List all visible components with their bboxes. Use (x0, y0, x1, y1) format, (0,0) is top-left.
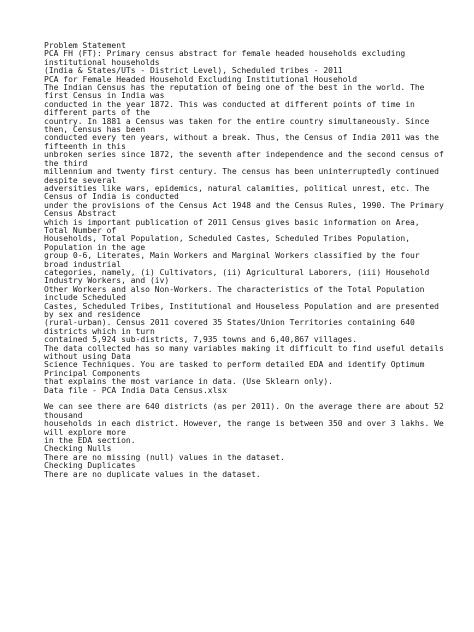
body-section (44, 84, 466, 395)
analysis-line: households in each district. However, the range is between 350 and over 3 lakhs. We (44, 419, 444, 429)
body-line: include Scheduled (44, 293, 126, 303)
body-line: Other Workers and also Non-Workers. The characteristics of the Total Population (44, 284, 425, 294)
body-line: then, Census has been (44, 125, 146, 135)
body-line: (rural-urban). Census 2011 covered 35 States/Union Territories containing 640 (44, 318, 415, 328)
body-line: conducted in the year 1872. This was conducted at different points of time in (44, 99, 415, 109)
body-line: categories, namely, (i) Cultivators, (ii) Agricultural Laborers, (iii) Household (44, 267, 430, 277)
body-line: despite several (44, 175, 117, 185)
body-line: Total Number of (44, 225, 117, 235)
body-line: Households, Total Population, Scheduled Castes, Scheduled Tribes Population, (44, 234, 411, 244)
body-line: that explains the most variance in data. (Use Sklearn only). (44, 377, 333, 387)
body-line: The Indian Census has the reputation of being one of the best in the world. The (44, 83, 425, 93)
analysis-section (44, 403, 466, 445)
body-line: first Census in India was (44, 91, 165, 101)
body-line: under the provisions of the Census Act 1948 and the Census Rules, 1990. The Primary (44, 200, 444, 210)
body-line: Industry Workers, and (iv) (44, 276, 170, 286)
body-line: by sex and residence (44, 310, 141, 319)
body-line: conducted every ten years, without a break. Thus, the Census of India 2011 was the (44, 133, 439, 143)
body-line: Data file - PCA India Data Census.xlsx (44, 385, 228, 395)
problem-heading: Problem Statement (44, 41, 126, 50)
checks-section (44, 445, 466, 479)
analysis-line: will explore more (44, 427, 126, 437)
body-line: without using Data (44, 352, 131, 362)
intro-section (44, 50, 466, 84)
analysis-line: We can see there are 640 districts (as per 2011). On the average there are about 52 (44, 402, 444, 412)
check-title: Checking Duplicates (44, 461, 136, 471)
analysis-line: in the EDA section. (44, 436, 136, 446)
intro-line: (India & States/UTs - District Level), Scheduled tribes - 2011 (44, 66, 343, 76)
body-line: contained 5,924 sub-districts, 7,935 towns and 6,40,867 villages. (44, 335, 358, 345)
analysis-line: thousand (44, 410, 83, 420)
body-line: Population in the age (44, 242, 146, 252)
body-line: Census Abstract (44, 209, 117, 219)
body-line: districts which in turn (44, 326, 155, 336)
body-line: The data collected has so many variables making it difficult to find useful details (44, 343, 444, 353)
body-line: Science Techniques. You are tasked to perform detailed EDA and identify Optimum (44, 360, 425, 370)
body-line: Principal Components (44, 368, 141, 378)
body-line: country. In 1881 a Census was taken for the entire country simultaneously. Since (44, 116, 430, 126)
body-line: which is important publication of 2011 Census gives basic information on Area, (44, 217, 420, 227)
check-result: There are no missing (null) values in the dataset. (44, 452, 285, 462)
body-line: adversities like wars, epidemics, natural calamities, political unrest, etc. The (44, 183, 430, 193)
body-line: different parts of the (44, 108, 150, 118)
body-line: the third (44, 158, 88, 168)
document-page (44, 42, 466, 479)
intro-line: PCA FH (FT): Primary census abstract for female headed households excluding (44, 49, 406, 59)
body-line: broad industrial (44, 259, 122, 269)
check-title: Checking Nulls (44, 444, 112, 454)
body-line: millennium and twenty first century. The census has been uninterruptedly continued (44, 167, 439, 177)
intro-line: institutional households (44, 57, 160, 67)
body-line: unbroken series since 1872, the seventh after independence and the second census of (44, 150, 444, 160)
check-result: There are no duplicate values in the dataset. (44, 469, 261, 479)
intro-line: PCA for Female Headed Household Excluding Institutional Household (44, 74, 358, 84)
body-line: Castes, Scheduled Tribes, Institutional and Houseless Population and are presented (44, 301, 439, 311)
body-line: Census of India is conducted (44, 192, 179, 202)
body-line: group 0-6, Literates, Main Workers and Marginal Workers classified by the four (44, 251, 420, 261)
body-line: fifteenth in this (44, 141, 126, 151)
